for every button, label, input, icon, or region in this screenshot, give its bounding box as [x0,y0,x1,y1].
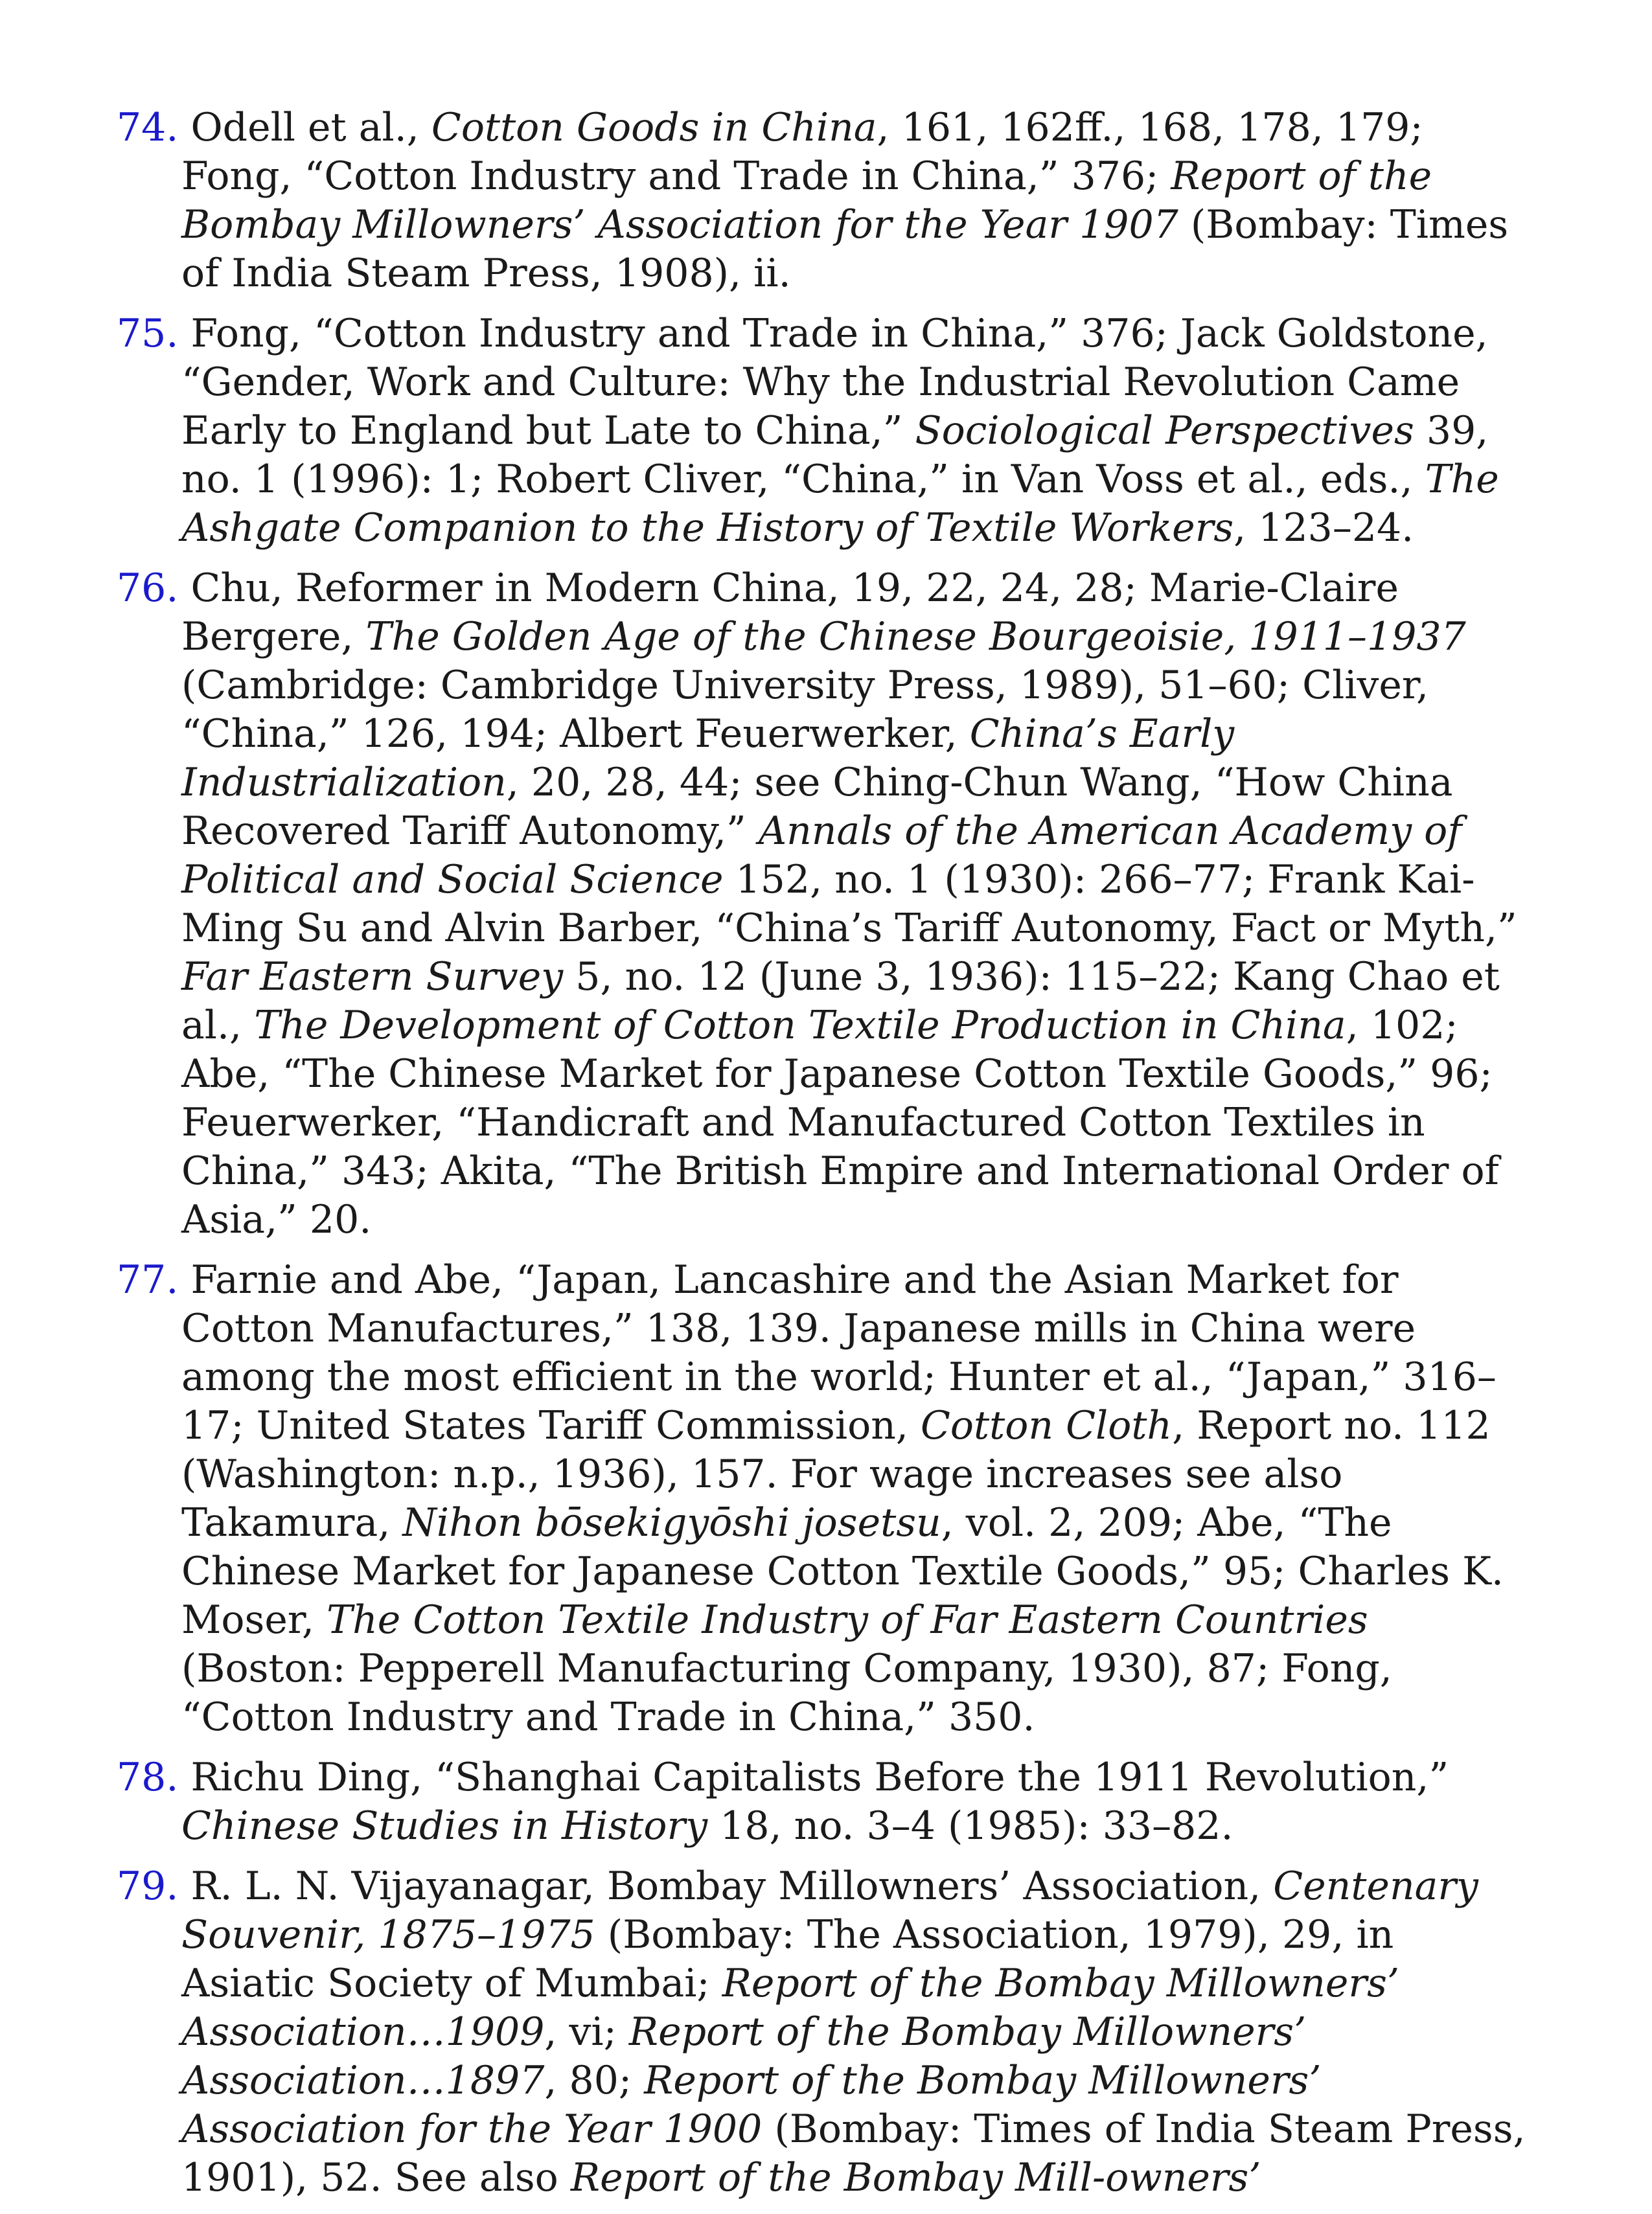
endnote-text: , 123–24. [1233,505,1414,551]
endnote-text: 39, no. 1 (1996): 1; Robert Cliver, “China,” in Van Voss et al., eds., [181,408,1489,502]
endnote-number-link[interactable]: 75. [117,311,179,356]
endnote-title-italic: Sociological Perspectives [915,408,1414,453]
endnotes-list [117,104,1529,2202]
endnote-title-italic: Chinese Studies in History [181,1803,708,1849]
endnote-text: 18, no. 3–4 (1985): 33–82. [707,1803,1233,1849]
endnote-text: , Report no. 112 (Washington: n.p., 1936), 157. For wage increases see also Takamura, [181,1403,1491,1546]
endnote-title-italic: The Cotton Textile Industry of Far Eastern Countries [327,1597,1368,1643]
endnote [117,1256,1529,1742]
endnote-text: , vi; [544,2009,629,2055]
endnote-text: R. L. N. Vijayanagar, Bombay Millowners’ Association, [178,1864,1274,1909]
endnote [117,1862,1529,2202]
endnote-number-link[interactable]: 76. [117,565,179,611]
endnote-title-italic: Report of the Bombay Millowners’ Association…1897 [181,2009,1307,2103]
endnote-text: (Boston: Pepperell Manufacturing Company, 1930), 87; Fong, “Cotton Industry and Trade in China,” 350. [181,1646,1392,1740]
endnote-text: Richu Ding, “Shanghai Capitalists Before the 1911 Revolution,” [178,1755,1449,1800]
endnote-title-italic: Report of the Bombay Millowners’ Association for the Year 1907 [181,154,1432,247]
endnote-text: (Cambridge: Cambridge University Press, 1989), 51–60; Cliver, “China,” 126, 194; Albert Feuerwerker, [181,663,1429,757]
endnote-title-italic: The Development of Cotton Textile Production in China [254,1003,1346,1048]
endnote-title-italic: Far Eastern Survey [181,954,564,999]
endnote-text: Farnie and Abe, “Japan, Lancashire and the Asian Market for Cotton Manufactures,” 138, 139. Japanese mills in China were among the most efficient in the world; Hunter et al., “Japan,” 316–17; United States Tariff Commission, [178,1257,1497,1448]
endnote-text: , 102; Abe, “The Chinese Market for Japanese Cotton Textile Goods,” 96; Feuerwerker, “Handicraft and Manufactured Cotton Textiles in China,” 343; Akita, “The British Empire and International Order of Asia,” 20. [181,1003,1499,1242]
endnote-number-link[interactable]: 79. [117,1864,179,1909]
endnote [117,104,1529,298]
endnote-text: , 20, 28, 44; see Ching-Chun Wang, “How China Recovered Tariff Autonomy,” [181,760,1453,854]
endnote-title-italic: China’s Early Industrialization [181,711,1235,805]
endnote-text: (Bombay: The Association, 1979), 29, in Asiatic Society of Mumbai; [181,1912,1394,2006]
endnote-text: , 80; [544,2058,645,2103]
endnote-number-link[interactable]: 78. [117,1755,179,1800]
endnote-text: (Bombay: Times of India Steam Press, 1901), 52. See also [181,2106,1526,2200]
endnote-title-italic: Report of the Bombay Mill-owners’ [570,2155,1261,2200]
endnote-number-link[interactable]: 77. [117,1257,179,1303]
endnote-title-italic: Cotton Goods in China [431,105,877,150]
endnote-title-italic: The Golden Age of the Chinese Bourgeoisie, 1911–1937 [365,614,1466,659]
endnote-text: 5, no. 12 (June 3, 1936): 115–22; Kang Chao et al., [181,954,1500,1048]
endnote-text: Fong, “Cotton Industry and Trade in China,” 376; Jack Goldstone, “Gender, Work and Culture: Why the Industrial Revolution Came Early to England but Late to China,” [178,311,1488,453]
endnote-title-italic: Report of the Bombay Millowners’ Association for the Year 1900 [181,2058,1322,2152]
endnote-text: 152, no. 1 (1930): 266–77; Frank Kai-Ming Su and Alvin Barber, “China’s Tariff Autonomy, Fact or Myth,” [181,857,1517,951]
endnote-title-italic: Report of the Bombay Millowners’ Association…1909 [181,1961,1399,2055]
endnote [117,310,1529,553]
endnote-title-italic: Centenary Souvenir, 1875–1975 [181,1864,1478,1957]
endnote-title-italic: Cotton Cloth [921,1403,1173,1448]
endnote [117,564,1529,1244]
endnote-title-italic: Nihon bōsekigyōshi josetsu [402,1500,941,1546]
endnote-text: , 161, 162ff., 168, 178, 179; Fong, “Cotton Industry and Trade in China,” 376; [181,105,1423,199]
endnote-text: Chu, Reformer in Modern China, 19, 22, 24, 28; Marie-Claire Bergere, [178,565,1399,659]
endnote-text: (Bombay: Times of India Steam Press, 1908), ii. [181,202,1509,296]
endnotes-page [117,104,1529,2214]
endnote-title-italic: The Ashgate Companion to the History of Textile Workers [181,457,1499,551]
endnote [117,1753,1529,1851]
endnote-text: Odell et al., [178,105,431,150]
endnote-title-italic: Annals of the American Academy of Political and Social Science [181,808,1462,902]
endnote-text: , vol. 2, 209; Abe, “The Chinese Market for Japanese Cotton Textile Goods,” 95; Charles K. Moser, [181,1500,1504,1643]
endnote-number-link[interactable]: 74. [117,105,179,150]
